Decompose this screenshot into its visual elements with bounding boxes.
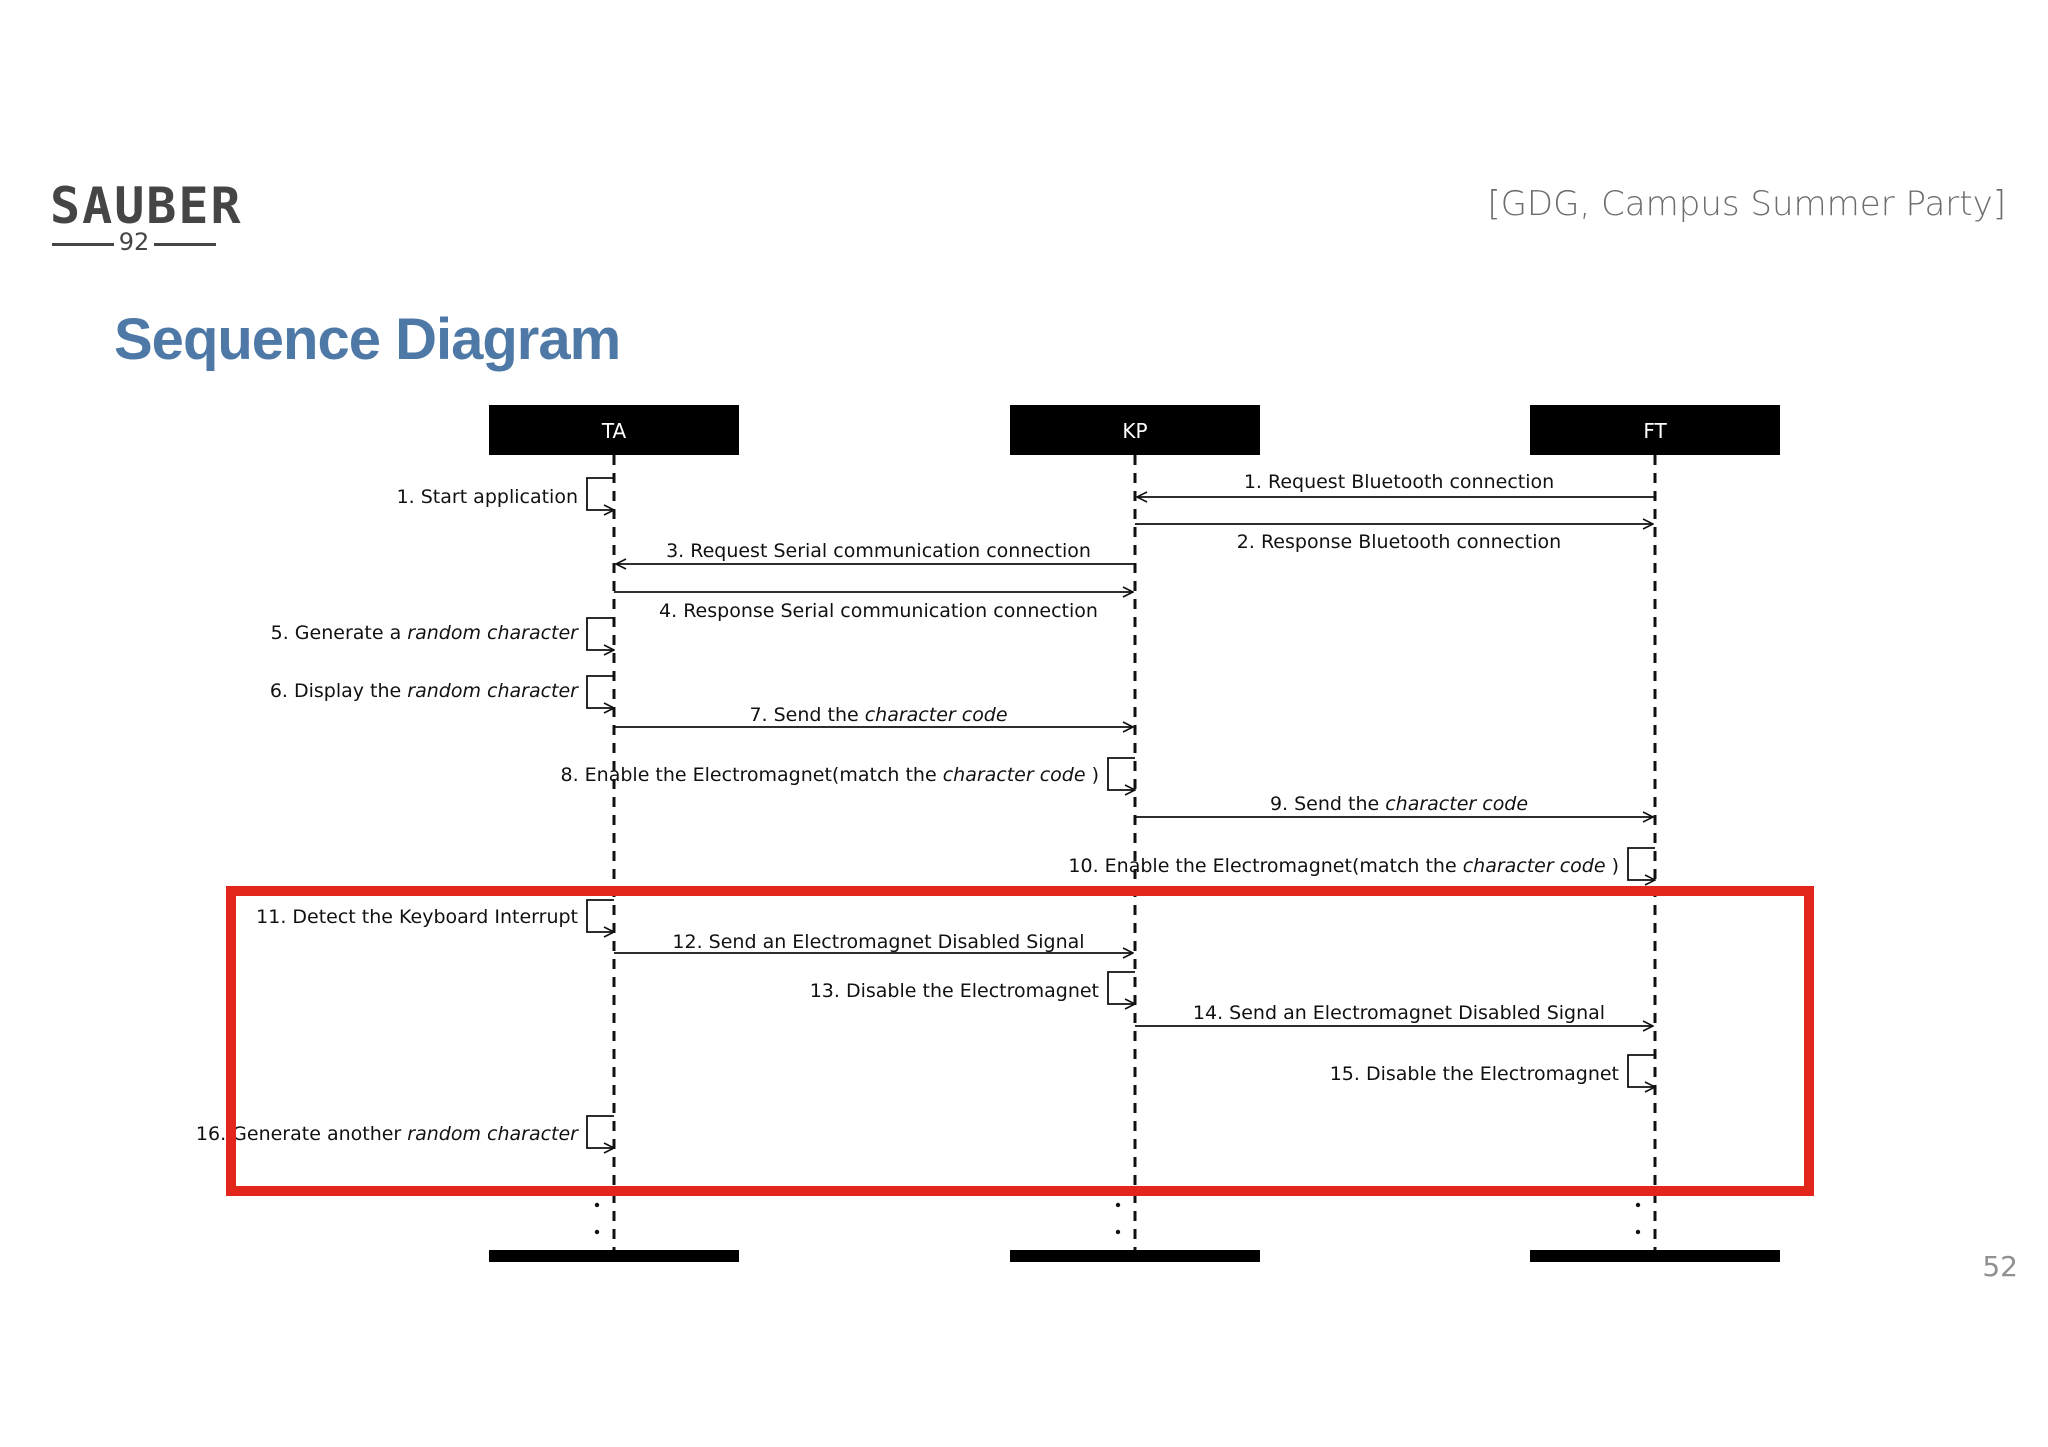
self-call-arrow [587,618,614,650]
message-label-part: 6. Display the [269,680,408,702]
lifeline-end-bar-kp [1010,1250,1260,1262]
message-6 [271,618,614,650]
message-1 [1137,471,1655,497]
self-call-arrow [1108,972,1135,1004]
self-call-arrow [587,900,614,932]
message-label-part: 15. Disable the Electromagnet [1329,1063,1619,1085]
message-label [270,680,579,702]
message-label-italic: character code [942,764,1086,786]
continuation-dot [595,1203,599,1207]
continuation-dot [1636,1230,1640,1234]
message-label [271,622,580,644]
page-number: 52 [1982,1250,2018,1283]
message-11 [1068,848,1655,880]
message-label-part: 12. Send an Electromagnet Disabled Signal [672,931,1085,953]
message-label-part: ) [1085,764,1099,786]
message-label-part: 8. Enable the Electromagnet(match the [560,764,943,786]
message-4 [614,592,1133,622]
message-label-part: 3. Request Serial communication connection [666,540,1091,562]
message-9 [561,758,1136,790]
message-7 [270,676,614,708]
message-17 [196,1116,614,1148]
message-label-italic: character code [1462,855,1606,877]
message-label-part: 1. Start application [396,486,578,508]
message-label [810,980,1099,1002]
message-16 [1330,1055,1655,1087]
message-2 [1135,524,1653,553]
message-label [672,931,1084,953]
logo-word: SAUBER [50,177,243,235]
participant-label-kp: KP [1122,419,1148,443]
message-label-part: 2. Response Bluetooth connection [1236,531,1562,553]
message-10 [1135,793,1653,817]
self-call-arrow [587,1116,614,1148]
message-13 [614,931,1133,953]
message-label-part: 13. Disable the Electromagnet [809,980,1099,1002]
message-8 [614,704,1133,727]
continuation-dot [1636,1203,1640,1207]
message-label [749,704,1007,726]
message-label-part: 1. Request Bluetooth connection [1243,471,1555,493]
message-label-italic: character code [864,704,1008,726]
self-call-arrow [1628,848,1655,880]
self-call-arrow [587,676,614,708]
message-label-part: 9. Send the [1269,793,1386,815]
message-label [397,486,578,508]
message-label [1330,1063,1619,1085]
message-12 [256,900,614,932]
message-15 [1135,1002,1653,1026]
participant-label-ft: FT [1643,419,1667,443]
self-call-arrow [1108,758,1135,790]
message-label-italic: random character [407,622,578,644]
message-label-part: 5. Generate a [270,622,408,644]
message-label [561,764,1100,786]
message-label-part: 10. Enable the Electromagnet(match the [1068,855,1463,877]
message-label-italic: random character [407,680,578,702]
message-label-part: ) [1605,855,1619,877]
lifeline-end-bar-ta [489,1250,739,1262]
message-label [1193,1002,1605,1024]
logo-number: 92 [118,228,150,256]
message-label [1244,471,1554,493]
message-14 [810,972,1135,1004]
continuation-dot [1116,1230,1120,1234]
message-label-italic: random character [407,1123,578,1145]
self-call-arrow [1628,1055,1655,1087]
self-call-arrow [587,478,614,510]
message-label-part: 11. Detect the Keyboard Interrupt [256,906,578,928]
message-label [1237,531,1561,553]
message-label [659,600,1098,622]
page-title: Sequence Diagram [114,307,621,372]
lifeline-end-bar-ft [1530,1250,1780,1262]
message-label [666,540,1091,562]
message-label-part: 7. Send the [749,704,865,726]
message-5 [397,478,614,510]
message-label-part: 16. Generate another [195,1123,408,1145]
participant-label-ta: TA [601,419,627,443]
message-label [256,906,578,928]
message-label-italic: character code [1385,793,1529,815]
message-label-part: 4. Response Serial communication connection [659,600,1098,622]
message-label [196,1123,579,1145]
message-3 [616,540,1135,564]
message-label [1270,793,1528,815]
continuation-dot [595,1230,599,1234]
continuation-dot [1116,1203,1120,1207]
message-label-part: 14. Send an Electromagnet Disabled Signal [1192,1002,1606,1024]
event-label: [GDG, Campus Summer Party] [1487,184,2006,224]
message-label [1068,855,1619,877]
